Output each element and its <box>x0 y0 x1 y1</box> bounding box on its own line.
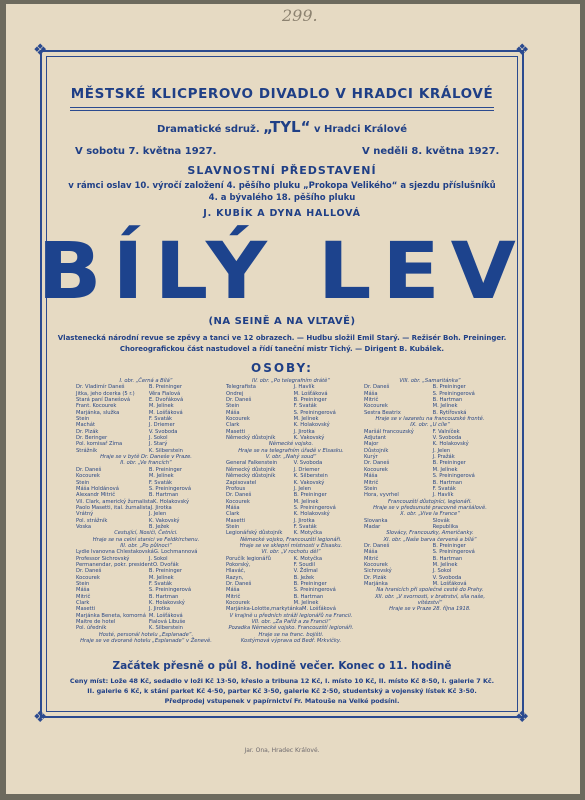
credits <box>52 333 512 354</box>
cast-actor: B. Ježek <box>148 523 170 530</box>
cast-role: Pol. strážník <box>76 517 108 524</box>
cast-actor: M. Jelínek <box>293 416 319 423</box>
troupe-line <box>52 118 512 136</box>
cast-scene-heading: IX. obr. „U cíle“ <box>410 422 450 429</box>
cast-role: Dr. Daneš <box>226 492 252 499</box>
cast-role: Dr. Daneš <box>364 542 390 549</box>
cast-actor: J. Pražák <box>432 454 455 461</box>
cast-role: Alexandr Mitrič <box>76 492 116 499</box>
cast-role: Kocourek <box>76 473 100 480</box>
cast-role: Kocourek <box>76 574 100 581</box>
presale-line: Předprodej vstupenek v papírnictví Fr. Matouše na Velké podsíni. <box>164 697 400 705</box>
cast-actor: K. Vakovský <box>293 479 325 486</box>
cast-role: Stein <box>76 416 90 423</box>
cast-role: Kocourek <box>364 561 388 568</box>
cast-actor: M. Jelínek <box>432 403 458 410</box>
cast-role: Pol. komisař Zíma <box>76 441 123 448</box>
cast-actor: B. Preininger <box>148 384 182 391</box>
cast-actor: K. Holakovský <box>153 498 190 505</box>
cast-role: Profous <box>226 485 246 492</box>
cast-scene-heading: II. obr. „Ve francích“ <box>120 460 172 467</box>
cast-scene-heading: Na hranicích při společné cestě do Prahy. <box>376 587 484 594</box>
cast-role: Máša <box>76 587 90 594</box>
cast-role: Německý důstojník <box>226 435 276 442</box>
credits-line: Choreografickou část nastudovel a řídí taneční mistr Tichý. — Dirigent B. Kubálek. <box>119 344 445 353</box>
cast-actor: K. Holakovský <box>293 422 330 429</box>
cast-scene-heading: Cestující, Nosiči, Četníci. <box>114 530 178 537</box>
occasion-line: v rámci oslav 10. výročí založení 4. pěšího pluku „Prokopa Velikého“ a sjezdu příslušníků <box>68 181 496 191</box>
cast-role: Důstojník <box>364 447 389 454</box>
cast-role: Máša <box>226 409 240 416</box>
cast-role: Německý důstojník <box>226 473 276 480</box>
cast-scene-heading: V. obr. „Nahý soud“ <box>265 454 317 461</box>
cast-scene-heading: VIII. obr. „Samaritánka“ <box>399 378 461 384</box>
troupe-suffix: v Hradci Králové <box>313 124 408 135</box>
cast-role: Maršál francouzský <box>364 428 414 435</box>
cast-role: Dr. Daneš <box>364 460 390 467</box>
cast-scene-heading: Hraje se ve dvoraně hotelu „Esplanade“ v Ženevě. <box>80 638 212 645</box>
cast-actor: J. Havlík <box>293 384 315 391</box>
cast-role: Marjánka-Lolotte,markytánka <box>226 606 303 613</box>
cast-actor: B. Preininger <box>432 460 466 467</box>
cast-role: Mitrič <box>364 555 379 562</box>
cast-actor: Republika <box>432 523 459 530</box>
cast-role: Sestra Beatrix <box>364 409 401 416</box>
cast-role: Máša <box>364 473 378 480</box>
cast-role: Kocourek <box>364 466 388 473</box>
corner-ornament-icon: ❖ <box>33 40 48 59</box>
cast-role: Clark <box>226 511 240 518</box>
cast-actor: J. Sokol <box>148 435 168 442</box>
cast-actor: Fialová Libuše <box>148 619 186 626</box>
cast-actor: B. Hartman <box>432 397 463 404</box>
start-time: Začátek přesně o půl 8. hodině večer. Konec o 11. hodině <box>112 660 452 672</box>
cast-role: Masetti <box>226 428 246 435</box>
cast-role: Dr. Daneš <box>226 397 252 404</box>
cast-actor: F. Valníček <box>432 428 460 435</box>
divider <box>70 110 494 111</box>
cast-role: Kurýr <box>364 454 378 461</box>
cast-role: Telegrafista <box>226 384 256 391</box>
cast-actor: V. Svoboda <box>432 435 462 442</box>
corner-ornament-icon: ❖ <box>33 707 48 726</box>
cast-actor: O. Dvořák <box>152 561 179 568</box>
cast-actor: M. Lošťáková <box>293 390 328 397</box>
cast-role: Dr. Daneš <box>364 384 390 391</box>
cast-actor: S. Preiningerová <box>432 473 475 480</box>
cast-actor: F. Svaták <box>432 485 456 492</box>
cast-heading: OSOBY: <box>251 361 313 375</box>
cast-actor: B. Ježek <box>293 574 315 581</box>
cast-actor: S. Preiningerová <box>148 485 192 492</box>
cast-actor: B. Hartman <box>293 593 324 600</box>
cast-actor: J. Jirotka <box>293 517 315 524</box>
cast-actor: J. Starý <box>148 441 168 448</box>
cast-role: Permanendar, pokr. president <box>76 561 153 568</box>
cast-scene-heading: I. obr. „Černá a Bílá“ <box>119 378 173 384</box>
cast-actor: Věra Fialová <box>148 390 181 397</box>
cast-scene-heading: Francouzští důstojníci, legionáři. <box>388 498 472 505</box>
divider <box>70 107 494 108</box>
cast-role: General Falkenstein <box>226 460 278 467</box>
cast-scene-heading: Hraje se na telegrafním úřadě v Elsasku. <box>238 447 344 454</box>
cast-role: Stein <box>226 523 240 530</box>
cast-actor: F. Svaták <box>148 581 173 587</box>
cast-role: Kocourek <box>226 416 250 423</box>
cast-role: Madar <box>364 523 381 530</box>
date-saturday: V sobotu 7. května 1927. <box>75 146 217 157</box>
cast-role: Stein <box>364 485 378 492</box>
cast-actor: S. Preiningerová <box>432 390 475 397</box>
cast-actor: J. Jelen <box>293 485 312 492</box>
cast-actor: F. Svaták <box>293 403 317 410</box>
cast-actor: J. Havlík <box>432 492 454 499</box>
prices <box>52 676 512 706</box>
cast-scene-heading: XI. obr. „Naše barva červená a bílá“ <box>383 536 477 543</box>
cast-role: Dr. Daneš <box>76 568 102 575</box>
credits-line: Vlastenecká národní revue se zpěvy a tanci ve 12 obrazech. — Hudbu složil Emil Starý. — Režisér Boh. Preininger. <box>57 334 507 342</box>
cast-role: Strážník <box>76 447 98 454</box>
occasion-line: 4. a bývalého 18. pěšího pluku <box>208 193 356 203</box>
cast-actor: J. Jirotka <box>293 428 315 435</box>
cast-actor: Slovák <box>432 517 450 524</box>
cast-role: Lydie Ivanovna Chlestakovská <box>76 549 154 556</box>
occasion-text <box>52 180 512 204</box>
cast-actor: V. Svoboda <box>293 460 323 467</box>
cast-scene-heading: Hraje se ve sklepní místnosti v Elsasku. <box>239 542 343 549</box>
cast-role: Stein <box>226 403 240 410</box>
cast-role: Professor Sichrovský <box>76 555 130 562</box>
cast-role: Poručík legionářů <box>226 555 271 562</box>
cast-role: Ondrej <box>226 390 244 397</box>
cast-scene-heading: Hraje se na celní stanici ve Feldkirchenu. <box>92 536 200 543</box>
cast-role: Máša Holdánová <box>76 485 119 492</box>
cast-actor: J. Jirotka <box>150 504 172 511</box>
cast-actor: B. Hartman <box>432 479 463 486</box>
cast-actor: B. Preininger <box>148 466 182 473</box>
cast-actor: J. Driemer <box>148 422 175 429</box>
cast-actor: B. Rytířovská <box>432 409 467 416</box>
cast-actor: F. Soudil <box>293 561 315 568</box>
cast-role: Masetti <box>226 517 246 524</box>
cast-scene-heading: Německé vojsko, Francouzští legionáři. <box>240 536 342 543</box>
cast-actor: B. Preininger <box>432 384 466 391</box>
cast-role: Clark <box>76 600 90 607</box>
cast-actor: S. Preiningerová <box>293 587 336 594</box>
cast-role: Masetti <box>76 606 96 613</box>
cast-role: Dr. Daneš <box>226 581 252 587</box>
cast-column <box>76 378 216 644</box>
cast-actor: J. Sokol <box>148 555 168 562</box>
cast-actor: M. Jelínek <box>432 466 458 473</box>
cast-actor: V. Ždímal <box>293 568 318 575</box>
prices-line: II. galerie 6 Kč, k stání parket Kč 4·50, parter Kč 3·50, galerie Kč 2·50, studentský a vojenský lístek Kč 3·50. <box>87 687 477 695</box>
cast-role: Zapisovatel <box>226 479 257 486</box>
cast-role: Clark <box>226 422 240 429</box>
cast-actor: B. Preininger <box>293 492 327 499</box>
cast-scene-heading: Hraje se v předsunuté pracovně maršálově. <box>373 504 487 511</box>
prices-line: Ceny míst: Lože 48 Kč, sedadlo v loži Kč 13·50, křeslo a tribuna 12 Kč, I. místo 10 Kč, II. místo Kč 8·50, I. galerie 7 Kč. <box>69 677 495 685</box>
cast-actor: B. Hartman <box>432 555 463 562</box>
cast-role: Maitre de hotel <box>76 619 116 626</box>
cast-actor: B. Hartman <box>148 492 179 499</box>
festive-heading: SLAVNOSTNÍ PŘEDSTAVENÍ <box>187 164 377 177</box>
cast-role: Razyn, <box>226 574 244 581</box>
cast-actor: E. Dvořáková <box>148 397 184 404</box>
cast-role: Pokorský, <box>226 561 251 568</box>
cast-role: Sichrovský <box>364 568 392 575</box>
cast-role: Kocourek <box>226 600 250 607</box>
cast-actor: B. Hartman <box>148 593 179 600</box>
cast-role: Vil. Clark, americký žurnalista <box>76 498 153 505</box>
cast-role: Dr. Plzák <box>364 574 387 581</box>
cast-role: Dr. Vladimír Daneš <box>76 384 125 391</box>
cast-role: Vrátný <box>76 511 94 518</box>
cast-scene-heading: Kostýmová výprava od Bedř. Mrkvičky. <box>240 638 342 645</box>
cast-role: Slovanka <box>364 517 388 524</box>
cast-actor: V. Svoboda <box>432 574 462 581</box>
cast-actor: K. Silberstein <box>293 473 328 480</box>
cast-scene-heading: Hosté, personál hotelu „Esplanade“. <box>98 631 194 638</box>
cast-actor: M. Lošťáková <box>432 581 467 587</box>
cast-role: Marjánka <box>364 581 388 587</box>
cast-actor: J. Sokol <box>432 568 452 575</box>
cast-role: Mitrič <box>364 479 379 486</box>
cast-scene-heading: IV. obr. „Po telegrafním drátě“ <box>251 378 331 384</box>
cast-actor: M. Jelínek <box>148 403 174 410</box>
cast-role: Paolo Masetti, ital. žurnalista <box>76 504 151 511</box>
cast-row <box>226 606 356 612</box>
cast-scene-heading: III. obr. „Po půlnoci“ <box>120 542 172 549</box>
corner-ornament-icon: ❖ <box>515 40 530 59</box>
cast-role: Voska <box>76 523 92 530</box>
cast-role: Dr. Beringer <box>76 435 108 442</box>
cast-actor: M. Jelínek <box>432 561 458 568</box>
cast-actor: B. Preininger <box>148 568 182 575</box>
cast-role: Mitrič <box>76 593 91 600</box>
authors: J. KUBÍK A DYNA HALLOVÁ <box>203 208 361 219</box>
corner-ornament-icon: ❖ <box>515 707 530 726</box>
cast-role: Mitrič <box>364 397 379 404</box>
cast-role: Pol. úředník <box>76 625 107 632</box>
cast-actor: F. Svaták <box>293 523 317 530</box>
cast-role: Hlaváč, <box>226 568 246 575</box>
cast-role: Kocourek <box>364 403 388 410</box>
cast-actor: J. Jelen <box>432 447 451 454</box>
cast-role: Frant. Kocourek <box>76 403 117 410</box>
cast-actor: B. Preininger <box>432 542 466 549</box>
cast-role: Stein <box>76 581 90 587</box>
cast-actor: K. Motyčka <box>293 530 323 537</box>
cast-actor: M. Lošťáková <box>302 606 336 613</box>
cast-actor: S. Preiningerová <box>148 587 192 594</box>
cast-role: Marjánka, služka <box>76 409 120 416</box>
cast-scene-heading: VII. obr. „Za Paříž a za Francii“ <box>251 619 331 626</box>
cast-role: Kocourek <box>226 498 250 505</box>
cast-scene-heading: Hraje se v bytě Dr. Daneše v Praze. <box>100 454 192 461</box>
cast-actor: M. Lošťáková <box>148 409 183 416</box>
cast-role: Marjánka Beneta, komorná <box>76 612 146 619</box>
cast-actor: K. Silberstein <box>148 447 183 454</box>
cast-role: Jitka, jeho dcerka (5 r.) <box>76 390 135 397</box>
cast-column <box>364 378 496 613</box>
cast-role: Adjutant <box>364 435 387 442</box>
cast-actor: G. Lochmannová <box>153 549 198 556</box>
cast-role: Dr. Plzák <box>76 428 99 435</box>
cast-scene-heading: Německé vojsko. <box>268 441 314 448</box>
cast-actor: M. Jelínek <box>293 600 319 607</box>
cast-scene-heading: V krajině u předních stráží legionářů na Francii. <box>229 612 353 619</box>
cast-actor: S. Preiningerová <box>432 549 475 556</box>
cast-actor: V. Svoboda <box>148 428 178 435</box>
cast-scene-heading: VI. obr. „V rochotu děl“ <box>261 549 321 556</box>
cast-actor: F. Svaták <box>148 416 173 423</box>
cast-role: Stein <box>76 479 90 486</box>
play-title: BÍLÝ LEV <box>37 227 527 317</box>
cast-scene-heading: Pozadka Německé vojsko. Francouzští legionáři. <box>228 625 354 632</box>
date-sunday: V neděli 8. května 1927. <box>362 146 500 157</box>
cast-actor: M. Jelínek <box>148 473 174 480</box>
cast-role: Německý důstojník <box>226 466 276 473</box>
cast-scene-heading: Hraje se v lazaretu na francouzské frontě. <box>375 416 485 423</box>
troupe-prefix: Dramatické sdruž. <box>156 124 260 135</box>
cast-role: Máša <box>364 390 378 397</box>
cast-role: Máša <box>226 587 240 594</box>
cast-actor: K. Silberstein <box>148 625 183 632</box>
cast-actor: K. Holakovský <box>148 600 185 607</box>
cast-actor: J. Jirotka <box>148 606 170 613</box>
cast-actor: M. Lošťáková <box>148 612 183 619</box>
cast-actor: S. Preiningerová <box>293 409 336 416</box>
cast-role: Legionářský důstojník <box>226 530 283 537</box>
cast-actor: S. Preiningerová <box>293 504 336 511</box>
cast-role: Máša <box>226 504 240 511</box>
cast-role: Hora, vyvrhel <box>364 492 399 499</box>
cast-scene-heading: XII. obr. „V svornosti, v bratrství, síla naše, vítězství“ <box>374 593 486 607</box>
theater-name: MĚSTSKÉ KLICPEROVO DIVADLO V HRADCI KRÁLOVÉ <box>70 86 494 102</box>
cast-role: Machát <box>76 422 96 429</box>
cast-role: Major <box>364 441 379 448</box>
cast-actor: B. Preininger <box>293 581 327 587</box>
printer-imprint: Jar. Ona, Hradec Králové. <box>244 747 320 754</box>
troupe-name: „TYL“ <box>263 118 311 136</box>
cast-role: Stará paní Danešová <box>76 397 131 404</box>
cast-actor: K. Vakovský <box>293 435 325 442</box>
cast-role: Máša <box>364 549 378 556</box>
cast-scene-heading: Slovácy, Francouzky, Američanky. <box>386 530 474 537</box>
cast-role: Mitrič <box>226 593 241 600</box>
cast-actor: M. Jelínek <box>148 574 174 581</box>
cast-actor: K. Holakovský <box>293 511 330 518</box>
cast-role: Dr. Daneš <box>76 466 102 473</box>
handwritten-note: 299. <box>282 6 318 25</box>
cast-actor: B. Preininger <box>293 397 327 404</box>
cast-actor: K. Holakovský <box>432 441 469 448</box>
cast-actor: K. Vakovský <box>148 517 180 524</box>
cast-actor: M. Jelínek <box>293 498 319 505</box>
cast-actor: J. Driemer <box>293 466 320 473</box>
play-subtitle: (NA SEINĚ A NA VLTAVĚ) <box>208 316 356 327</box>
cast-scene-heading: X. obr. „Vive la France“ <box>400 511 460 518</box>
cast-scene-heading: Hraje se v Praze 28. října 1918. <box>389 606 471 613</box>
cast-actor: F. Svaták <box>148 479 173 486</box>
cast-column <box>226 378 356 644</box>
cast-actor: K. Motyčka <box>293 555 323 562</box>
cast-actor: J. Jelen <box>148 511 167 518</box>
cast-scene-heading: Hraje se na franc. bojišti. <box>258 631 324 638</box>
